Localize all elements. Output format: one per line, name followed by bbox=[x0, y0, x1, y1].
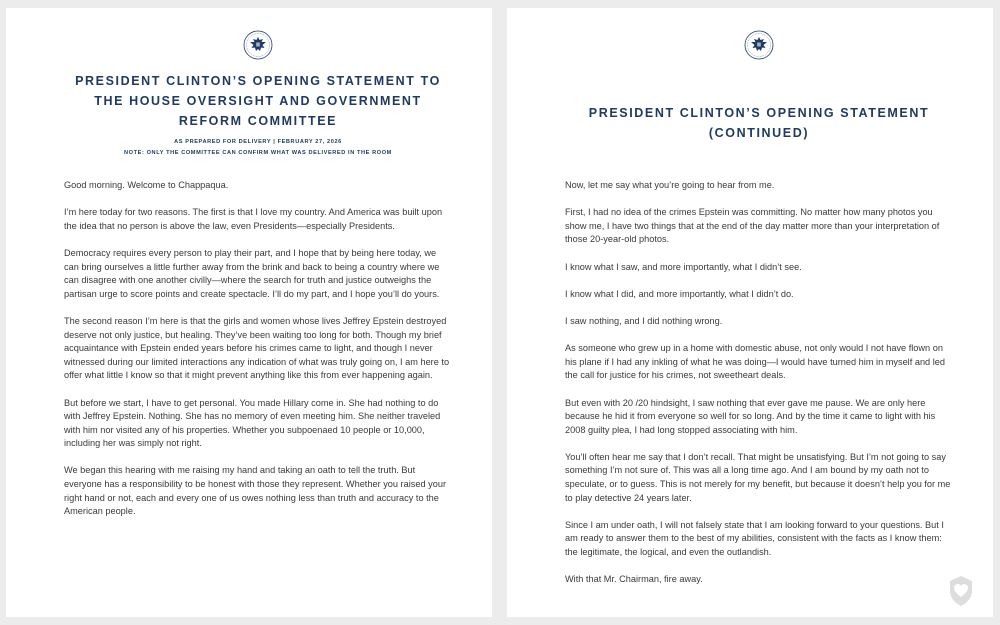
statement-body bbox=[64, 179, 452, 519]
paragraph: I know what I saw, and more importantly, what I didn’t see. bbox=[565, 261, 802, 272]
paragraph: The second reason I’m here is that the girls and women whose lives Jeffrey Epstein destroyed deserve not only justice, but healing. They’ve been waiting too long for both. Though my brief acquaintance with Epstein ended years before his crimes came to light, and though I never witnessed during our limited interactions any indication of what was truly going on, I am here to offer what little I know so that it might prevent anything like this from ever happening again. bbox=[64, 315, 450, 381]
paragraph: But even with 20 /20 hindsight, I saw nothing that ever gave me pause. We are only here because he hid it from everyone so well for so long. And by the time it came to light with his 2008 guilty plea, I had long stopped associating with him. bbox=[565, 397, 936, 435]
delivery-note-line: NOTE: ONLY THE COMMITTEE CAN CONFIRM WHAT WAS DELIVERED IN THE ROOM bbox=[124, 150, 392, 156]
presidential-seal-icon bbox=[744, 30, 774, 60]
paragraph: But before we start, I have to get personal. You made Hillary come in. She had nothing to do with Jeffrey Epstein. Nothing. She has no memory of even meeting him. She neither traveled with him nor visited any of his properties. Whether you subpoenaed 10 people or 10,000, including her was simply not right. bbox=[64, 397, 441, 449]
paragraph: You’ll often hear me say that I don’t recall. That might be unsatisfying. But I’m not going to say something I’m not sure of. This was all a long time ago. And I am bound by my oath not to speculate, or to guess. This is not merely for my benefit, but because it doesn’t help you for me to play detective 24 years later. bbox=[565, 451, 951, 503]
page-title: PRESIDENT CLINTON’S OPENING STATEMENT TO THE HOUSE OVERSIGHT AND GOVERNMENT REFORM COMMITTEE bbox=[75, 74, 441, 128]
paragraph: Democracy requires every person to play their part, and I hope that by being here today, we can bring ourselves a little further away from the brink and back to being a country where we can disagree with one another civilly—where the search for truth and justice outweighs the partisan urge to score points and create spectacle. I’ll do my part, and I hope you’ll do yours. bbox=[64, 247, 440, 299]
paragraph: As someone who grew up in a home with domestic abuse, not only would I not have flown on his plane if I had any inkling of what he was doing—I would have turned him in myself and led the call for justice for his crimes, not sweetheart deals. bbox=[565, 343, 945, 381]
paragraph: Now, let me say what you’re going to hear from me. bbox=[565, 180, 775, 190]
paragraph: I’m here today for two reasons. The first is that I love my country. And America was built upon the idea that no person is above the law, even Presidents—especially Presidents. bbox=[64, 207, 443, 231]
paragraph: First, I had no idea of the crimes Epstein was committing. No matter how many photos you show me, I have two things that at the end of the day matter more than your interpretation of those 20-year-old photos. bbox=[565, 207, 940, 245]
shield-heart-watermark-icon bbox=[948, 575, 974, 607]
statement-page-left bbox=[6, 8, 492, 617]
paragraph: I know what I did, and more importantly, what I didn’t do. bbox=[565, 288, 794, 299]
paragraph: We began this hearing with me raising my hand and taking an oath to tell the truth. But everyone has a responsibility to be honest with those they represent. Whether you raised your right hand or not, each and every one of us owes nothing less than truth and accuracy to the American people. bbox=[64, 465, 447, 517]
delivery-meta bbox=[64, 137, 452, 159]
paragraph: Good morning. Welcome to Chappaqua. bbox=[64, 180, 229, 190]
paragraph: Since I am under oath, I will not falsely state that I am looking forward to your questions. But I am ready to answer them to the best of my abilities, consistent with the facts as I know them: the legitimate, the logical, and even the outlandish. bbox=[565, 519, 944, 558]
statement-body bbox=[565, 179, 953, 587]
paragraph: I saw nothing, and I did nothing wrong. bbox=[565, 315, 723, 326]
paragraph: With that Mr. Chairman, fire away. bbox=[565, 574, 703, 585]
delivery-date-line: AS PREPARED FOR DELIVERY | FEBRUARY 27, 2026 bbox=[174, 139, 342, 145]
statement-page-right bbox=[507, 8, 993, 617]
presidential-seal-icon bbox=[243, 30, 273, 60]
page-title: PRESIDENT CLINTON’S OPENING STATEMENT (CONTINUED) bbox=[588, 106, 930, 140]
